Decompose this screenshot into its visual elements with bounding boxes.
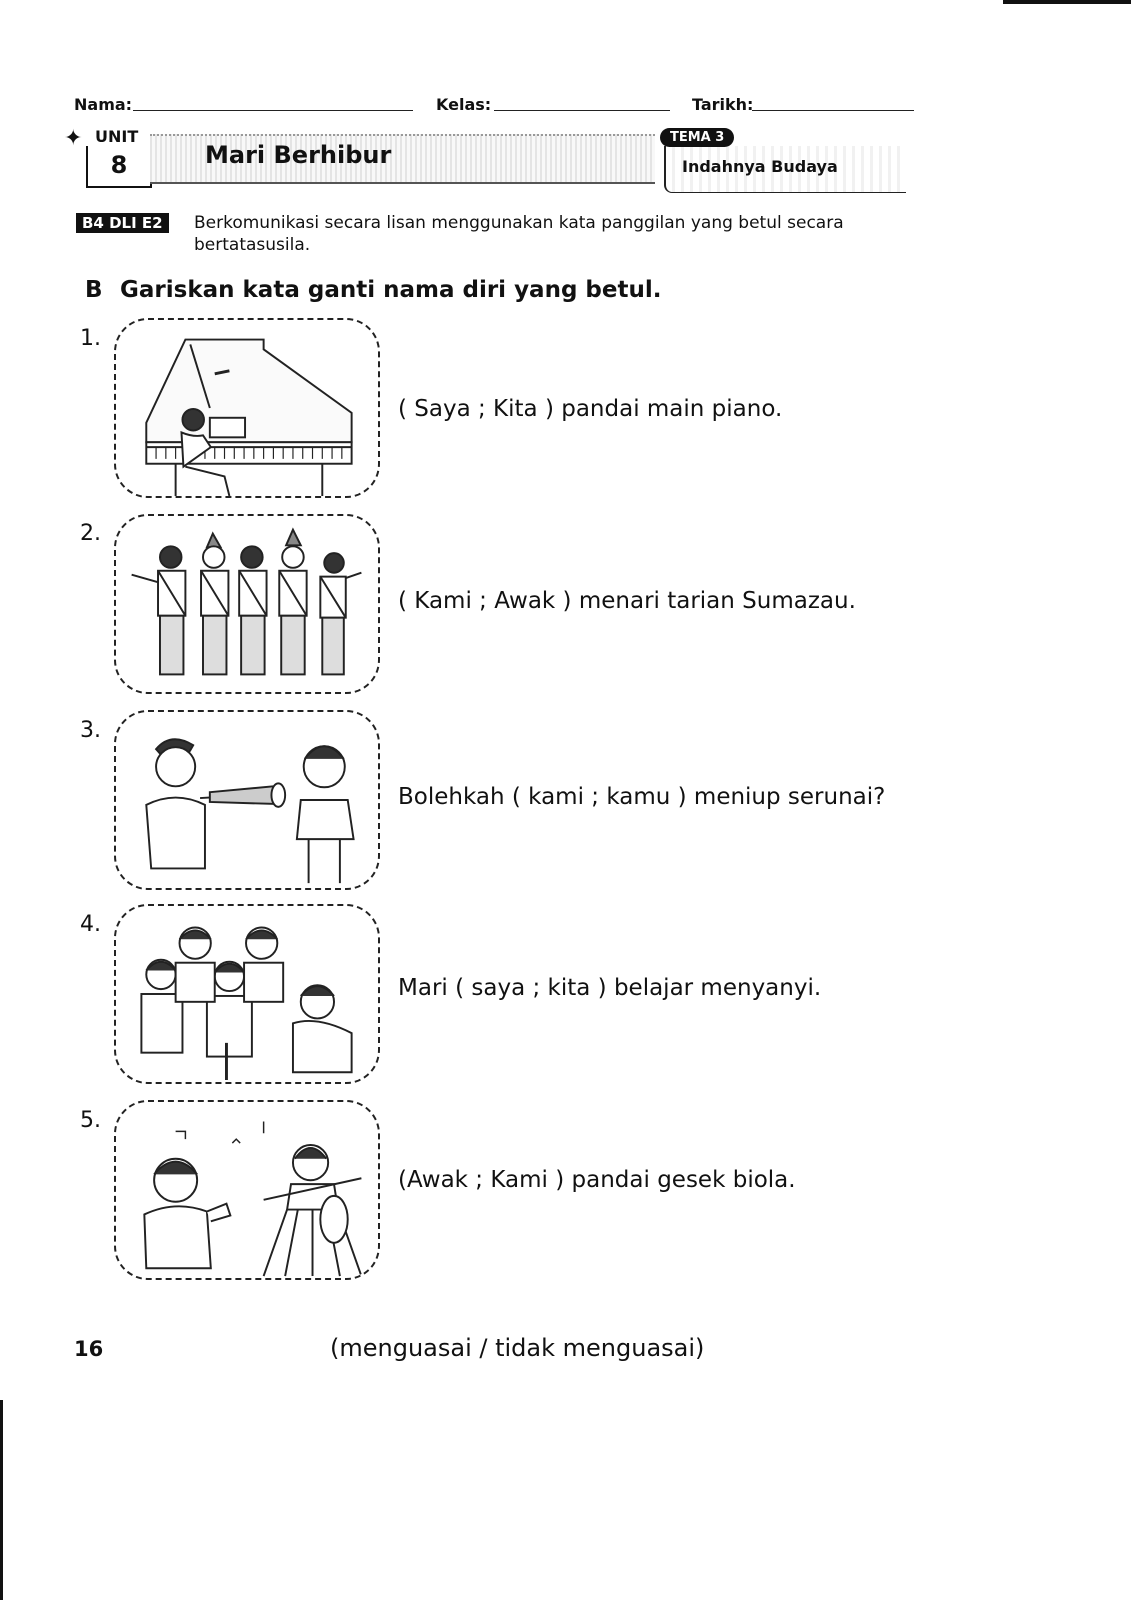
theme-name: Indahnya Budaya [682, 157, 838, 176]
scan-edge-mark [1003, 0, 1131, 4]
question-number: 3. [80, 718, 101, 743]
class-line[interactable] [494, 110, 670, 111]
name-label: Nama: [74, 95, 133, 114]
question-number: 5. [80, 1108, 101, 1133]
objective-code-badge: B4 DLI E2 [76, 213, 169, 233]
theme-badge: TEMA 3 [660, 128, 734, 147]
question-number: 4. [80, 912, 101, 937]
date-line[interactable] [752, 110, 914, 111]
unit-number: 8 [86, 146, 152, 188]
scan-edge-mark [0, 1400, 3, 1600]
question-sentence[interactable]: Bolehkah ( kami ; kamu ) meniup serunai? [398, 784, 886, 810]
class-label: Kelas: [436, 95, 492, 114]
question-sentence[interactable]: ( Saya ; Kita ) pandai main piano. [398, 396, 783, 422]
unit-label: UNIT [95, 127, 139, 146]
unit-title: Mari Berhibur [205, 141, 392, 169]
objective-text: Berkomunikasi secara lisan menggunakan kata panggilan yang betul secara bertatasusila. [194, 213, 844, 255]
section-instruction: Gariskan kata ganti nama diri yang betul. [120, 277, 662, 303]
section-letter: B [85, 277, 103, 303]
choir-illustration [114, 904, 380, 1084]
question-sentence[interactable]: ( Kami ; Awak ) menari tarian Sumazau. [398, 588, 856, 614]
violin-illustration [114, 1100, 380, 1280]
dancers-illustration [114, 514, 380, 694]
question-sentence[interactable]: Mari ( saya ; kita ) belajar menyanyi. [398, 975, 822, 1001]
question-number: 2. [80, 521, 101, 546]
question-number: 1. [80, 326, 101, 351]
piano-illustration [114, 318, 380, 498]
date-label: Tarikh: [692, 95, 754, 114]
page-number: 16 [74, 1337, 104, 1361]
question-sentence[interactable]: (Awak ; Kami ) pandai gesek biola. [398, 1167, 796, 1193]
name-line[interactable] [133, 110, 413, 111]
star-icon: ✦ [64, 126, 83, 151]
mastery-status[interactable]: (menguasai / tidak menguasai) [330, 1334, 705, 1362]
serunai-illustration [114, 710, 380, 890]
